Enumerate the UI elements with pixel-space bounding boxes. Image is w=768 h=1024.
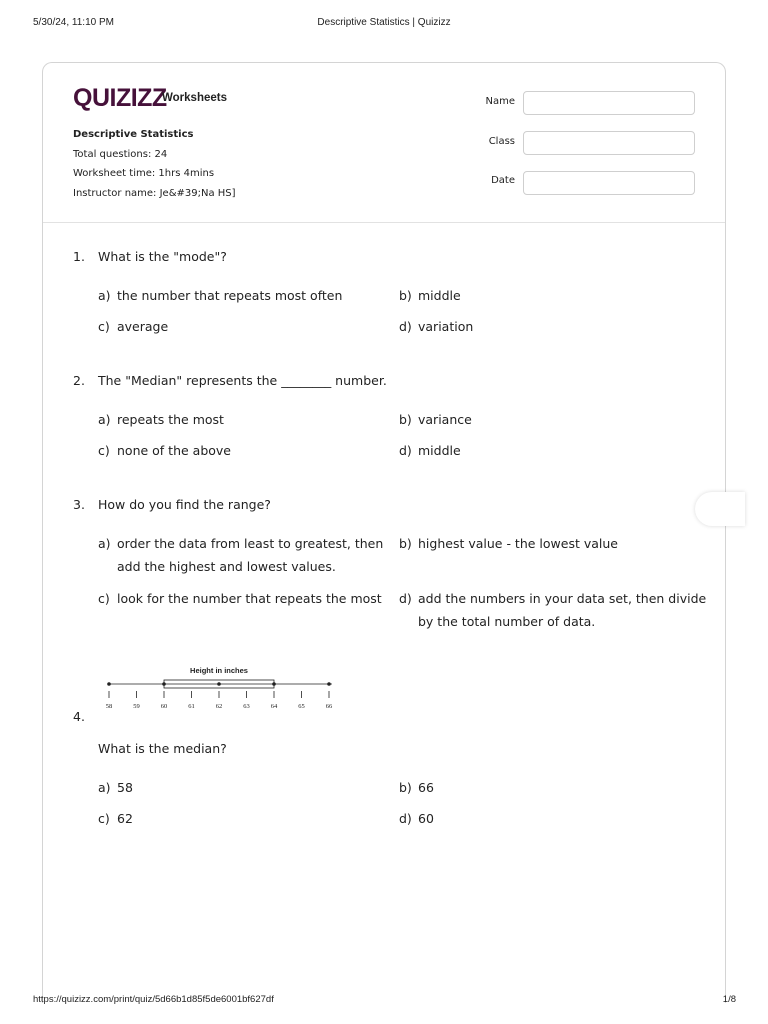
option-c: c) average: [98, 319, 169, 334]
tick-label: 60: [160, 703, 168, 710]
worksheet-header: [43, 63, 725, 223]
tick-label: 58: [105, 703, 113, 710]
option-c: c) look for the number that repeats the most: [98, 591, 382, 606]
print-page-title: Descriptive Statistics | Quizizz: [317, 17, 451, 28]
option-c: c) none of the above: [98, 443, 231, 458]
question-number: 3.: [73, 497, 85, 512]
option-b: b) 66: [399, 780, 434, 795]
tick-label: 63: [243, 703, 250, 710]
question-number: 1.: [73, 249, 85, 264]
figure-title: Height in inches: [190, 666, 248, 675]
page-number: 1/8: [722, 994, 736, 1005]
option-a: a) repeats the most: [98, 412, 224, 427]
option-c: c) 62: [98, 811, 133, 826]
option-b: b) middle: [399, 288, 461, 303]
print-timestamp: 5/30/24, 11:10 PM: [33, 17, 114, 28]
instructor-name: Instructor name: Je&#39;Na HS]: [73, 187, 236, 199]
worksheet-meta: [73, 125, 236, 203]
side-tab-button[interactable]: [695, 492, 745, 526]
question-text: What is the "mode"?: [98, 249, 227, 264]
print-header: [0, 17, 768, 33]
tick-label: 61: [188, 703, 195, 710]
tick-label: 65: [298, 703, 305, 710]
name-field[interactable]: [523, 91, 695, 115]
option-b: b) highest value - the lowest value: [399, 536, 618, 551]
option-a: a) order the data from least to greatest, then add the highest and lowest values.: [98, 536, 384, 574]
tick-label: 64: [270, 703, 278, 710]
question-text: How do you find the range?: [98, 497, 271, 512]
option-a: a) 58: [98, 780, 133, 795]
number-line-point: [272, 682, 276, 686]
logo-wordmark: QUIZIZZ: [73, 84, 167, 112]
class-label: Class: [488, 136, 515, 147]
option-d: d) variation: [399, 319, 474, 334]
worksheet-title: Descriptive Statistics: [73, 129, 194, 140]
tick-label: 59: [133, 703, 140, 710]
number-line-point: [162, 682, 166, 686]
date-label: Date: [491, 175, 515, 186]
logo-subtitle: Worksheets: [162, 92, 227, 104]
height-number-line-figure: [100, 662, 340, 718]
question-number: 4.: [73, 709, 85, 724]
option-a: a) the number that repeats most often: [98, 288, 343, 303]
number-line-point: [217, 682, 221, 686]
total-questions: Total questions: 24: [73, 148, 168, 160]
option-b: b) variance: [399, 412, 472, 427]
option-d: d) add the numbers in your data set, then divide by the total number of data.: [399, 591, 707, 629]
print-url: https://quizizz.com/print/quiz/5d66b1d85f5de6001bf627df: [33, 994, 274, 1005]
print-footer: [0, 994, 768, 1008]
question-number: 2.: [73, 373, 85, 388]
name-label: Name: [485, 96, 515, 107]
tick-label: 66: [325, 703, 333, 710]
class-field[interactable]: [523, 131, 695, 155]
number-line-point: [107, 682, 111, 686]
option-d: d) middle: [399, 443, 461, 458]
question-text: What is the median?: [98, 741, 227, 756]
date-field[interactable]: [523, 171, 695, 195]
tick-label: 62: [215, 703, 223, 710]
option-d: d) 60: [399, 811, 434, 826]
worksheet-time: Worksheet time: 1hrs 4mins: [73, 168, 215, 179]
number-line-point: [327, 682, 331, 686]
question-text: The "Median" represents the ________ number.: [98, 373, 387, 388]
